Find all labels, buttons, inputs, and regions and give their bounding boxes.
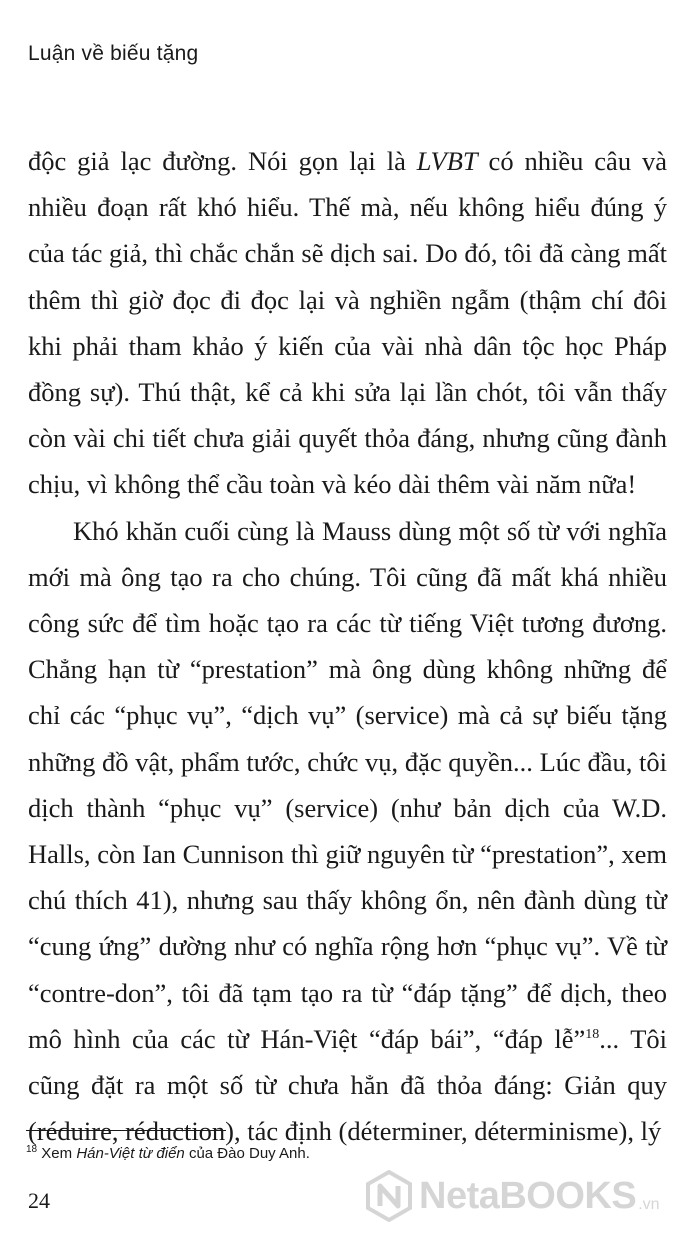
footnote-number: 18 (26, 1144, 38, 1155)
running-header: Luận về biếu tặng (28, 42, 199, 65)
p2-text-b: ... Tôi cũng đặt ra một số từ chưa hẳn đã thỏa đáng: Giản quy (réduire, réduction), tác định (déterminer, déterminisme), lý (28, 1023, 667, 1147)
paragraph-2 (28, 508, 667, 1155)
watermark-suffix: .vn (638, 1196, 660, 1213)
footnote-lead: Xem (37, 1145, 77, 1162)
footnote-title: Hán-Việt từ điển (76, 1145, 185, 1162)
footnote-reference: 18 (585, 1027, 600, 1043)
footnote-tail: của Đào Duy Anh. (184, 1145, 310, 1162)
p1-text-c: có nhiều câu và nhiều đoạn rất khó hiểu. Thế mà, nếu không hiểu đúng ý của tác giả, thì chắc chắn sẽ dịch sai. Do đó, tôi đã càng mất thêm thì giờ đọc đi đọc lại và nghiền ngẫm (thậm chí đôi khi phải tham khảo ý kiến của vài nhà dân tộc học Pháp đồng sự). Thú thật, kể cả khi sửa lại lần chót, tôi vẫn thấy còn vài chi tiết chưa giải quyết thỏa đáng, nhưng cũng đành chịu, vì không thể cầu toàn và kéo dài thêm vài năm nữa! (28, 146, 667, 500)
page-number: 24 (28, 1188, 50, 1213)
footnote (26, 1144, 310, 1162)
p1-text-a: độc giả lạc đường. Nói gọn lại là (28, 146, 417, 176)
body-text (28, 138, 667, 1154)
p2-text-a: Khó khăn cuối cùng là Mauss dùng một số từ với nghĩa mới mà ông tạo ra cho chúng. Tôi cũng đã mất khá nhiều công sức để tìm hoặc tạo ra các từ tiếng Việt tương đương. Chẳng hạn từ “prestation” mà ông dùng không những để chỉ các “phục vụ”, “dịch vụ” (service) mà cả sự biếu tặng những đồ vật, phẩm tước, chức vụ, đặc quyền... Lúc đầu, tôi dịch thành “phục vụ” (service) (như bản dịch của W.D. Halls, còn Ian Cunnison thì giữ nguyên từ “prestation”, xem chú thích 41), nhưng sau thấy không ổn, nên đành dùng từ “cung ứng” dường như có nghĩa rộng hơn “phục vụ”. Về từ “contre-don”, tôi đã tạm tạo ra từ “đáp tặng” để dịch, theo mô hình của các từ Hán-Việt “đáp bái”, “đáp lễ” (28, 515, 667, 1054)
footnote-divider (26, 1130, 226, 1131)
netabooks-logo-icon (365, 1170, 413, 1222)
watermark-brand: NetaBOOKS (419, 1174, 637, 1217)
paragraph-1 (28, 138, 667, 508)
watermark (365, 1170, 660, 1222)
p1-italic-abbrev: LVBT (416, 146, 478, 176)
